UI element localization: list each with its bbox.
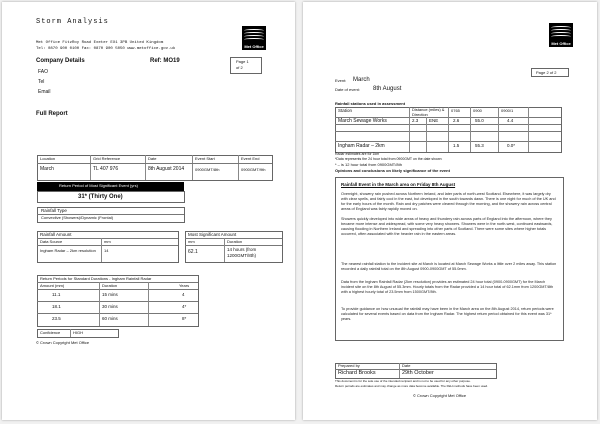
rp-header-duration: Duration xyxy=(102,283,118,288)
copyright-text: © Crown Copyright Met Office xyxy=(413,393,467,398)
table-row-value: 4.4 xyxy=(507,118,514,123)
full-report-heading: Full Report xyxy=(36,111,68,117)
ref-label: Ref: MO19 xyxy=(150,58,180,64)
return-period-value-box xyxy=(37,191,185,203)
table-row-direction: ENE xyxy=(429,118,439,123)
st-header-col4: 0900 xyxy=(473,108,482,113)
loc-value-end: 0900GMT/9th xyxy=(241,167,266,172)
narrative-paragraph: Showers quickly developed into wide areas of heavy and thundery rain across parts of England into the afternoon, where they became more intense and widespread, with some very heavy showers. Showers were in the north-west, continued eastwards, causing flooding in Northern Ireland and spreading into other parts of Scotland. There were some sites where higher totals occurred, often associated with the heavier rain in the eastern areas. xyxy=(341,217,553,236)
table-row-years: 4 xyxy=(182,292,185,297)
date-signed-value: 29th October xyxy=(402,370,434,376)
data-source-amount: 14 xyxy=(104,248,109,253)
loc-header-location: Location xyxy=(40,156,56,161)
prepared-by-label: Prepared by xyxy=(338,363,360,368)
most-significant-label: Most Significant Amount xyxy=(188,232,237,237)
rp-header-years: Years xyxy=(179,283,190,288)
return-period-header: Return Period of Most Significant Event (yrs) xyxy=(59,183,138,188)
copyright-text: © Crown Copyright Met Office xyxy=(36,340,90,345)
loc-value-start: 0900GMT/8th xyxy=(195,167,220,172)
rainfall-type-label: Rainfall Type xyxy=(41,208,67,213)
note-line: Radar estimates are for 1km xyxy=(335,152,380,156)
table-row-value: 2.6 xyxy=(453,118,460,123)
rp-header-amount: Amount (mm) xyxy=(40,283,65,288)
narrative-paragraph: To provide guidance on how unusual the rainfall may have been in the March area on the 8th August 2014, return periods were calculated for several events based on data from the Ingham Radar. The highest return period obtained for this event was 31* years. xyxy=(341,307,554,321)
page-box-text: Page 2 of 2 xyxy=(536,70,557,75)
st-header-distance: Distance (miles) & Direction xyxy=(412,107,445,117)
data-source-value: Ingham Radar – 2km resolution xyxy=(40,248,96,253)
report-title: Storm Analysis xyxy=(36,18,109,26)
disclaimer-line: This document is for the sole use of the intended recipient and is not to be used for any other purpose. xyxy=(335,379,471,383)
rainfall-amount-label: Rainfall Amount xyxy=(40,232,72,237)
data-source-unit: mm xyxy=(104,239,111,244)
most-significant-duration: 14 hours (from 1200GMT/8th) xyxy=(227,247,257,258)
report-page-2 xyxy=(303,2,597,420)
event-label: Event: xyxy=(335,78,347,83)
email-label: Email xyxy=(38,89,51,95)
table-row-years: 8* xyxy=(182,316,187,321)
loc-header-grid: Grid Reference xyxy=(93,156,121,161)
loc-header-date: Date xyxy=(148,156,157,161)
table-row-station: Ingham Radar – 2km xyxy=(338,143,385,149)
loc-header-start: Event Start xyxy=(195,156,215,161)
rainfall-type-value: Convective (Showers)/Dynamic (Frontal) xyxy=(41,215,114,220)
most-significant-duration-label: Duration xyxy=(227,239,243,244)
table-row-value: 55.0 xyxy=(475,118,484,123)
table-row-duration: 15 mins xyxy=(102,292,118,297)
table-row-amount: 11.1 xyxy=(52,292,61,297)
opinions-heading: Opinions and conclusions on likely significance of the event xyxy=(335,168,450,173)
confidence-value: HIGH xyxy=(73,330,83,335)
table-row-duration: 60 mins xyxy=(102,316,118,321)
prepared-by-name: Richard Brooks xyxy=(338,370,376,376)
tel-label: Tel xyxy=(38,79,45,85)
org-contact: Tel: 0870 900 0100 Fax: 0870 900 5050 www.metoffice.gov.uk xyxy=(36,47,176,51)
table-row-duration: 30 mins xyxy=(102,304,118,309)
table-row-value: 1.5 xyxy=(453,143,460,148)
met-office-logo-icon: Met Office xyxy=(242,26,266,50)
date-signed-label: Date xyxy=(402,363,411,368)
narrative-box xyxy=(335,177,564,341)
most-significant-unit: mm xyxy=(188,239,195,244)
return-period-value: 31* (Thirty One) xyxy=(78,194,123,200)
note-line: *Data represents the 24 hour total from 0900GMT on the date shown xyxy=(335,157,442,161)
data-source-label: Data Source xyxy=(40,239,63,244)
page-number-box xyxy=(230,57,262,74)
loc-value-date: 8th August 2014 xyxy=(148,166,185,172)
st-header-col5: 0900/1 xyxy=(501,108,514,113)
st-header-col3: 0765 xyxy=(451,108,460,113)
report-page-1 xyxy=(2,2,295,420)
return-periods-title: Return Periods for Standard Durations - Ingham Rainfall Radar xyxy=(40,276,152,281)
date-of-event-label: Date of event: xyxy=(335,87,360,92)
org-address: Met Office FitzRoy Road Exeter EX1 3PB United Kingdom xyxy=(36,41,164,45)
disclaimer-line: Return periods are estimates and may change as more data become available. The FEH methods have been used. xyxy=(335,384,489,388)
note-line: * – is 12 hour total from 0900GMT/8th xyxy=(335,162,402,167)
narrative-paragraph: Data from the Ingham Rainfall Radar (2km resolution) provides an estimated 24 hour total (0900-0900GMT) for the March incident site on the 8th August of 55.3mm. Hourly totals from the Radar provided a 14 hour total of 62.1mm from 1200GMT/8th with a highest hourly total of 23.5mm from 1500GMT/8th. xyxy=(341,280,554,294)
table-row-distance: 2.3 xyxy=(412,118,419,123)
met-office-logo-icon: Met Office xyxy=(549,23,573,47)
narrative-paragraph: The nearest rainfall station to the incident site at March is located at March Sewage Works a little over 2 miles away. This station recorded a daily rainfall total on the 8th August 0900-0900GMT of 55.0mm. xyxy=(341,262,557,271)
return-period-header-bar xyxy=(37,182,184,191)
table-row-station: March Sewage Works xyxy=(338,118,387,124)
table-row-amount: 23.5 xyxy=(52,316,61,321)
date-of-event-value: 8th August xyxy=(373,86,402,92)
loc-value-location: March xyxy=(40,166,54,172)
most-significant-amount: 62.1 xyxy=(188,249,198,255)
loc-header-end: Event End xyxy=(241,156,260,161)
table-row-value: 55.3 xyxy=(475,143,484,148)
narrative-title: Rainfall Event in the March area on Friday 8th August xyxy=(341,182,456,187)
narrative-paragraph: Overnight, showery rain pushed across Northern Ireland, and later parts of north-west Scotland. Elsewhere, it was largely dry with clear spells, and fairly cool in the east, but developed in the south towards dawn. There is one night for much of the UK and for the early hours of the month. Rain and dry patches were cleared through the morning, and the showery rain across central areas of England was fairly rapidly moved on. xyxy=(341,192,556,211)
company-details-heading: Company Details xyxy=(36,58,85,64)
page-number-box xyxy=(531,68,569,77)
stations-title: Rainfall stations used in assessment xyxy=(335,101,406,106)
page-box-line2: of 2 xyxy=(236,65,243,70)
fao-label: FAO xyxy=(38,69,49,75)
loc-value-grid: TL 407 976 xyxy=(93,166,119,172)
table-row-amount: 18.1 xyxy=(52,304,61,309)
event-value: March xyxy=(353,77,370,83)
table-row-value: 0.0* xyxy=(507,143,516,148)
st-header-station: Station xyxy=(338,108,353,113)
confidence-label: Confidence xyxy=(40,330,61,335)
table-row-years: 4* xyxy=(182,304,187,309)
page-box-line1: Page 1 xyxy=(236,59,249,64)
